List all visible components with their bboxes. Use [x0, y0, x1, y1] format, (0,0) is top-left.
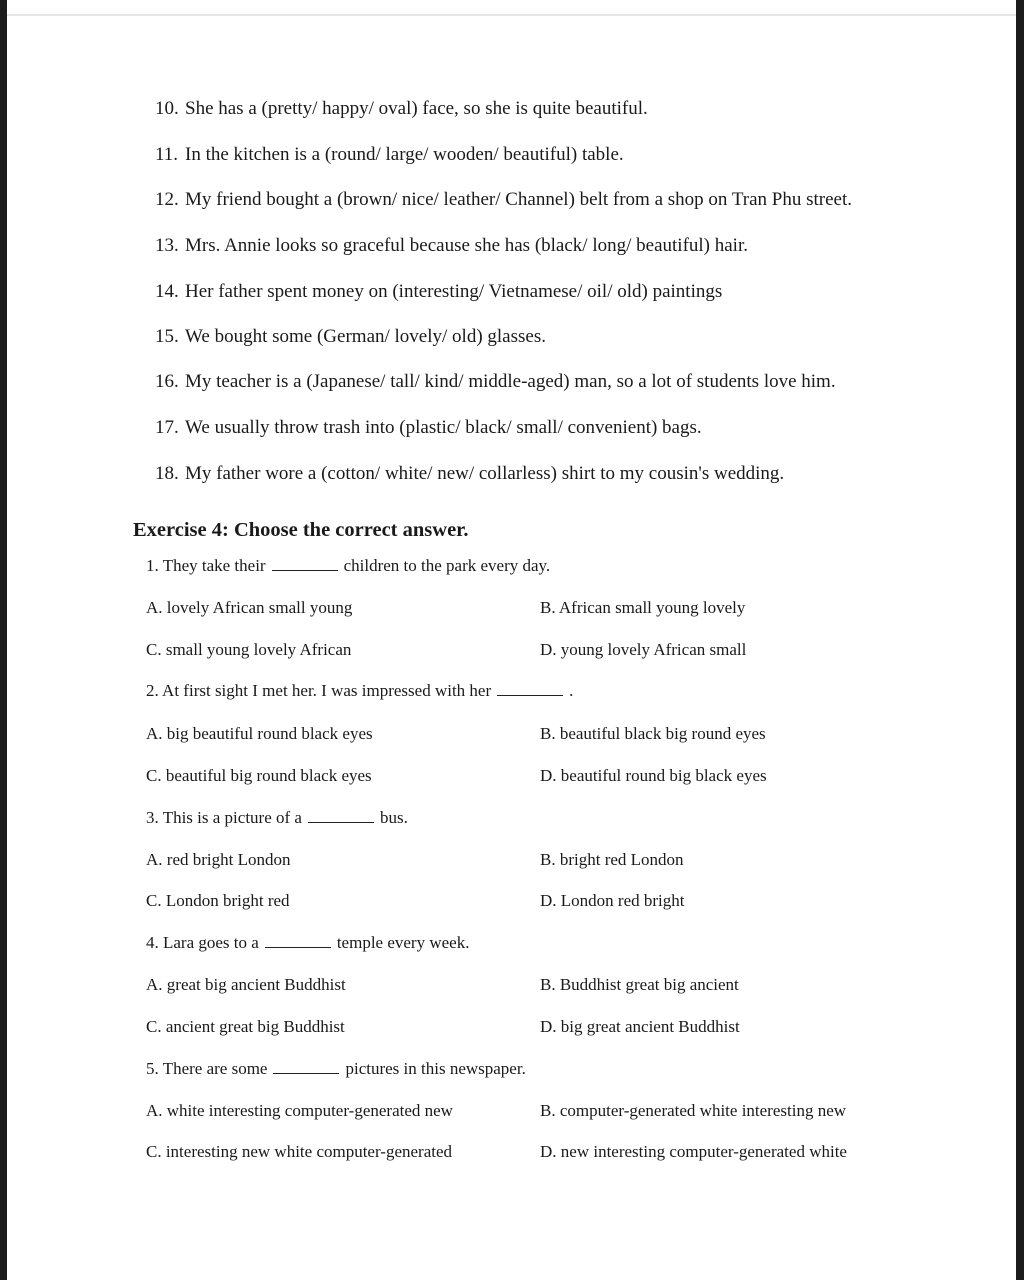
sentence-item [155, 235, 748, 257]
option-b: B. bright red London [540, 850, 684, 869]
viewer-right-border [1016, 0, 1024, 1280]
sentence-number: 17. [155, 417, 179, 438]
sentence-number: 13. [155, 235, 179, 256]
sentence-text: Mrs. Annie looks so graceful because she has (black/ long/ beautiful) hair. [185, 235, 748, 256]
sentence-item [155, 417, 702, 439]
sentence-item [155, 144, 624, 166]
sentence-text: My teacher is a (Japanese/ tall/ kind/ middle-aged) man, so a lot of students love him. [185, 371, 836, 392]
exercise-heading: Exercise 4: Choose the correct answer. [133, 519, 469, 541]
sentence-number: 14. [155, 281, 179, 302]
sentence-text: My father wore a (cotton/ white/ new/ collarless) shirt to my cousin's wedding. [185, 463, 785, 484]
option-a: A. white interesting computer-generated new [146, 1101, 453, 1120]
sentence-item [155, 463, 784, 485]
answer-blank [273, 1072, 339, 1074]
question-suffix: bus. [379, 808, 408, 827]
sentence-number: 15. [155, 326, 179, 347]
question-prefix: 3. This is a picture of a [146, 808, 302, 827]
answer-blank [272, 569, 338, 571]
option-a: A. big beautiful round black eyes [146, 724, 373, 743]
sentence-number: 18. [155, 463, 179, 484]
sentence-text: We bought some (German/ lovely/ old) glasses. [185, 326, 546, 347]
question-suffix: . [569, 681, 574, 700]
question-2 [146, 681, 573, 701]
question-4 [146, 933, 469, 953]
option-d: D. beautiful round big black eyes [540, 766, 767, 785]
sentence-number: 10. [155, 98, 179, 119]
question-prefix: 2. At first sight I met her. I was impressed with her [146, 681, 492, 700]
sentence-text: She has a (pretty/ happy/ oval) face, so she is quite beautiful. [185, 98, 648, 119]
answer-blank [308, 821, 374, 823]
viewer-top-bar [0, 0, 1024, 16]
option-b: B. beautiful black big round eyes [540, 724, 766, 743]
viewer-left-border [0, 0, 7, 1280]
sentence-item [155, 189, 852, 211]
question-prefix: 1. They take their [146, 556, 266, 575]
sentence-item [155, 98, 648, 120]
option-c: C. beautiful big round black eyes [146, 766, 372, 785]
sentence-item [155, 371, 836, 393]
option-d: D. young lovely African small [540, 640, 747, 659]
question-suffix: pictures in this newspaper. [345, 1059, 526, 1078]
sentence-number: 16. [155, 371, 179, 392]
sentence-number: 11. [155, 144, 179, 165]
question-3 [146, 808, 408, 828]
option-b: B. computer-generated white interesting new [540, 1101, 847, 1120]
question-suffix: children to the park every day. [343, 556, 551, 575]
sentence-item [155, 326, 546, 348]
sentence-text: Her father spent money on (interesting/ Vietnamese/ oil/ old) paintings [185, 281, 723, 302]
sentence-number: 12. [155, 189, 179, 210]
option-a: A. lovely African small young [146, 598, 353, 617]
option-b: B. African small young lovely [540, 598, 746, 617]
question-5 [146, 1059, 526, 1079]
option-c: C. small young lovely African [146, 640, 352, 659]
answer-blank [265, 946, 331, 948]
option-d: D. new interesting computer-generated white [540, 1142, 847, 1161]
question-suffix: temple every week. [336, 933, 470, 952]
question-prefix: 4. Lara goes to a [146, 933, 259, 952]
option-a: A. red bright London [146, 850, 291, 869]
sentence-text: We usually throw trash into (plastic/ black/ small/ convenient) bags. [185, 417, 702, 438]
option-d: D. London red bright [540, 891, 685, 910]
option-c: C. ancient great big Buddhist [146, 1017, 345, 1036]
option-c: C. London bright red [146, 891, 290, 910]
question-prefix: 5. There are some [146, 1059, 268, 1078]
sentence-text: My friend bought a (brown/ nice/ leather/ Channel) belt from a shop on Tran Phu street. [185, 189, 852, 210]
sentence-text: In the kitchen is a (round/ large/ wooden/ beautiful) table. [185, 144, 624, 165]
option-c: C. interesting new white computer-generated [146, 1142, 453, 1161]
option-d: D. big great ancient Buddhist [540, 1017, 740, 1036]
answer-blank [497, 694, 563, 696]
question-1 [146, 556, 550, 576]
option-a: A. great big ancient Buddhist [146, 975, 346, 994]
sentence-item [155, 281, 722, 303]
option-b: B. Buddhist great big ancient [540, 975, 739, 994]
